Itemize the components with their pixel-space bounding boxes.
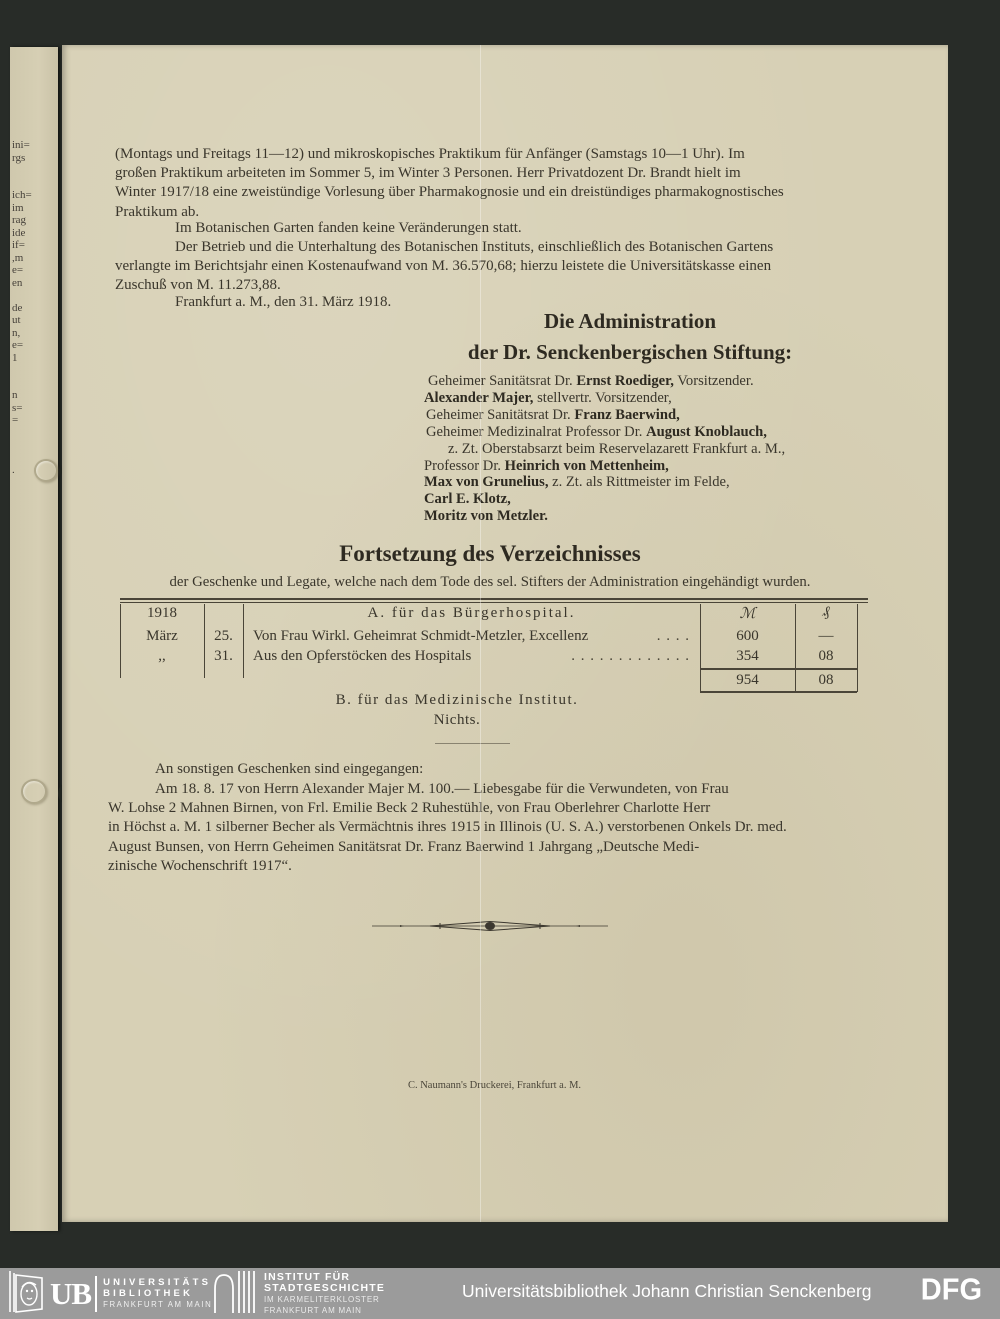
margin-fragment: [12, 364, 52, 377]
margin-fragment: ini=: [12, 139, 30, 151]
margin-fragment: de: [12, 301, 23, 314]
table-cell-pfennig: —: [818, 628, 834, 644]
administration-members: [424, 373, 785, 525]
table-cell-day: 31.: [214, 648, 233, 664]
table-cell-description: Aus den Opferstöcken des Hospitals: [253, 648, 472, 664]
margin-fragment: [12, 377, 52, 390]
margin-fragment: ut: [12, 314, 21, 326]
table-rule-v6: [857, 604, 858, 692]
administration-member: z. Zt. Oberstabsarzt beim Reservelazarett Frankfurt a. M.,: [448, 440, 786, 457]
margin-fragment: e=: [12, 339, 24, 351]
table-year: 1918: [147, 605, 177, 621]
administration-heading-line2: der Dr. Senckenbergischen Stiftung:: [467, 340, 793, 364]
margin-fragment: .: [12, 464, 15, 476]
administration-heading: [430, 306, 830, 368]
administration-member: Geheimer Medizinalrat Professor Dr. August Knoblauch,: [426, 423, 767, 440]
margin-fragment: [12, 439, 52, 452]
margin-fragment: [12, 427, 52, 440]
listing-title: Fortsetzung des Verzeichnisses: [339, 541, 641, 566]
margin-fragment: ,m: [12, 251, 24, 264]
adjacent-page-edge: [10, 47, 58, 1231]
page-fold-line: [480, 45, 481, 1222]
table-cell-description: Von Frau Wirkl. Geheimrat Schmidt-Metzler, Excellenz: [253, 628, 589, 644]
text-line: Winter 1917/18 eine zweistündige Vorlesung über Pharmakognosie und ein dreistündiges pharmakognostisches: [115, 184, 784, 201]
table-col-mark: ℳ: [739, 606, 756, 622]
administration-heading-line1: Die Administration: [543, 309, 717, 333]
table-rule-top2: [120, 602, 868, 603]
table-section-a-label: A. für das Bürgerhospital.: [367, 605, 576, 621]
text-line: großen Praktikum arbeiteten im Sommer 5, im Winter 3 Personen. Herr Privatdozent Dr. Brandt hielt im: [115, 165, 741, 182]
margin-fragment: [12, 289, 52, 302]
ornament-divider: [370, 918, 610, 939]
text-line: in Höchst a. M. 1 silberner Becher als Vermächtnis ihres 1915 in Illinois (U. S. A.) verstorbenen Onkels Dr. med.: [108, 819, 787, 836]
embossed-hole-bottom: [21, 779, 47, 804]
ub-logo: [8, 1271, 212, 1316]
margin-fragment: 1: [12, 351, 18, 364]
text-line: August Bunsen, von Herrn Geheimen Sanitätsrat Dr. Franz Baerwind 1 Jahrgang „Deutsche Medi-: [108, 838, 700, 855]
administration-member: Geheimer Sanitätsrat Dr. Franz Baerwind,: [426, 406, 680, 423]
text-line: Praktikum ab.: [115, 203, 200, 220]
table-cell-day: 25.: [214, 628, 233, 644]
institut-stadtgeschichte-logo: [212, 1271, 385, 1316]
margin-fragment: im: [12, 201, 24, 214]
section-b-value: Nichts.: [433, 712, 481, 728]
table-total-mark: 954: [736, 672, 759, 688]
margin-fragment: e=: [12, 264, 24, 276]
isg-line3: IM KARMELITERKLOSTER: [264, 1294, 380, 1304]
administration-member: Professor Dr. Heinrich von Mettenheim,: [424, 457, 669, 474]
table-rule-sum: [700, 668, 857, 670]
paragraph-garten: Im Botanischen Garten fanden keine Veränderungen statt.: [175, 220, 522, 236]
ub-library-icon: [8, 1269, 48, 1319]
administration-member: Moritz von Metzler.: [424, 508, 548, 525]
table-cell-month: März: [146, 628, 178, 644]
dfg-logo: DFG: [920, 1273, 982, 1307]
isg-line2: STADTGESCHICHTE: [264, 1281, 386, 1294]
margin-fragment: if=: [12, 239, 25, 251]
text-line: verlangte im Berichtsjahr einen Kostenaufwand von M. 36.570,68; hierzu leistete die Universitätskasse einen: [115, 258, 772, 275]
margin-fragment: rag: [12, 214, 27, 226]
table-rule-top: [120, 598, 868, 600]
section-b-title: B. für das Medizinische Institut.: [335, 692, 579, 708]
administration-member: Carl E. Klotz,: [424, 491, 511, 508]
isg-line1: INSTITUT FÜR: [264, 1270, 351, 1283]
table-total-pfennig: 08: [818, 672, 834, 688]
table-cell-pfennig: 08: [818, 648, 834, 664]
margin-fragment: s=: [12, 401, 23, 414]
margin-fragment: =: [12, 414, 19, 426]
printer-imprint: C. Naumann's Druckerei, Frankfurt a. M.: [407, 1080, 582, 1091]
gifts-intro: An sonstigen Geschenken sind eingegangen:: [155, 761, 424, 777]
table-leader-dots: . . . . . . . . . . . . .: [571, 648, 690, 664]
table-leader-dots: . . . .: [656, 628, 690, 644]
gifts-paragraph: [108, 780, 787, 876]
text-line: W. Lohse 2 Mahnen Birnen, von Frl. Emilie Beck 2 Ruhestühle, von Frau Oberlehrer Charlotte Herr: [108, 800, 711, 817]
margin-fragment: ich=: [12, 189, 32, 201]
small-divider-rule: [435, 743, 510, 744]
embossed-hole-top: [34, 459, 58, 482]
ub-line3: FRANKFURT AM MAIN: [103, 1300, 213, 1309]
margin-fragment: [12, 164, 52, 177]
margin-fragment: ide: [12, 226, 26, 239]
text-line: Der Betrieb und die Unterhaltung des Botanischen Instituts, einschließlich des Botanischen Gartens: [175, 239, 774, 255]
administration-member: Max von Grunelius, z. Zt. als Rittmeister im Felde,: [424, 474, 730, 491]
ub-divider: [95, 1276, 97, 1312]
paragraph-betrieb: [115, 238, 773, 296]
isg-line4: FRANKFURT AM MAIN: [264, 1305, 362, 1315]
ub-line1: UNIVERSITÄTS: [103, 1277, 212, 1288]
margin-fragment: n: [12, 389, 18, 401]
text-line: Zuschuß von M. 11.273,88.: [115, 277, 281, 294]
administration-member: Geheimer Sanitätsrat Dr. Ernst Roediger, Vorsitzender.: [428, 373, 754, 389]
document-page: [62, 45, 948, 1222]
listing-subtitle: der Geschenke und Legate, welche nach dem Tode des sel. Stifters der Administration eingehändigt wurden.: [169, 574, 811, 590]
digitization-footer: [0, 1268, 1000, 1319]
text-line: zinische Wochenschrift 1917“.: [108, 857, 292, 874]
margin-fragment: [12, 177, 52, 190]
table-cell-mark: 354: [736, 648, 759, 664]
margin-fragments: [12, 139, 52, 477]
text-line: Am 18. 8. 17 von Herrn Alexander Majer M. 100.— Liebesgabe für die Verwundeten, von Frau: [155, 781, 729, 797]
ub-abbr: UB: [50, 1275, 92, 1311]
margin-fragment: rgs: [12, 151, 26, 164]
margin-fragment: en: [12, 276, 23, 289]
table-cell-mark: 600: [736, 628, 759, 644]
karmeliterkloster-arch-icon: [212, 1269, 258, 1319]
text-line: (Montags und Freitags 11—12) und mikroskopisches Praktikum für Anfänger (Samstags 10—1 Uhr). Im: [115, 146, 745, 162]
footer-library-name: Universitätsbibliothek Johann Christian Senckenberg: [462, 1281, 872, 1301]
paragraph-praktikum: [115, 145, 784, 222]
ub-line2: BIBLIOTHEK: [103, 1288, 194, 1299]
donation-table: [120, 598, 870, 694]
margin-fragment: n,: [12, 326, 21, 339]
dateline: Frankfurt a. M., den 31. März 1918.: [175, 294, 392, 310]
table-cell-month: ,,: [158, 648, 166, 664]
table-col-pfennig: ₰: [822, 604, 830, 620]
administration-member: Alexander Majer, stellvertr. Vorsitzender,: [424, 389, 672, 406]
